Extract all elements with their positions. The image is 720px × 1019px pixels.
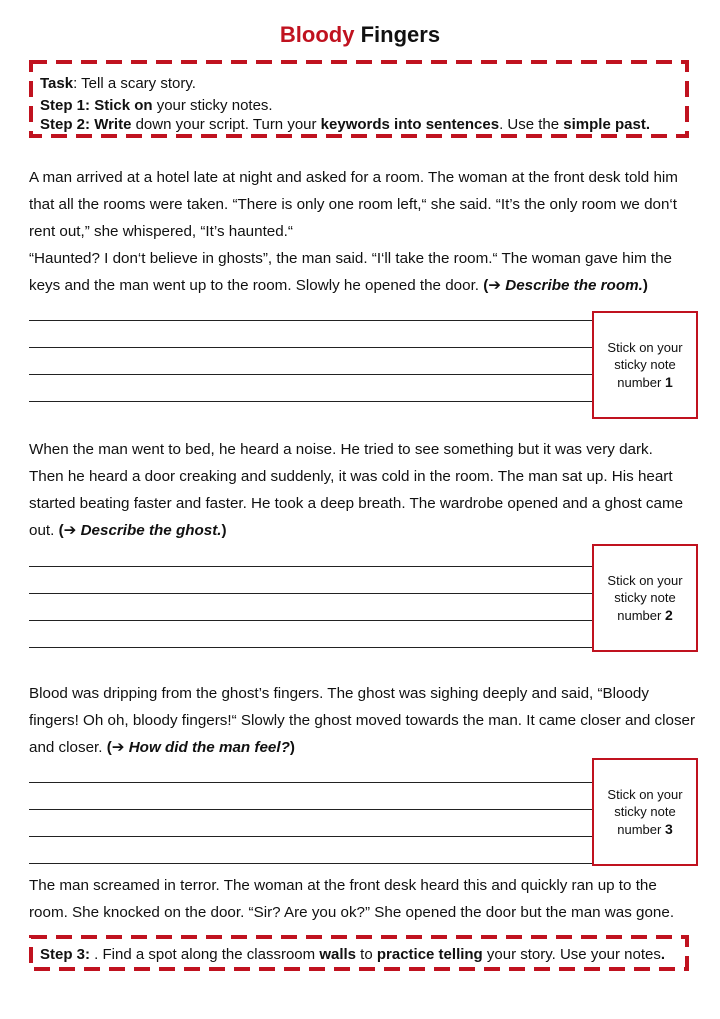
title-rest: Fingers — [354, 22, 441, 47]
sticky-note-box-2: Stick on your sticky note number 2 — [592, 544, 698, 652]
story-line: Then he heard a door creaking and suddenly, it was cold in the room. The man sat up. His heart — [29, 468, 673, 485]
writing-line[interactable] — [29, 347, 592, 348]
step1-line: Step 1: Stick on your sticky notes. — [40, 97, 273, 114]
sticky-note-number: 2 — [664, 606, 673, 623]
writing-line[interactable] — [29, 566, 592, 567]
writing-line[interactable] — [29, 320, 592, 321]
step3-line: Step 3: . Find a spot along the classroom walls to practice telling your story. Use your notes. — [40, 946, 666, 963]
writing-line[interactable] — [29, 863, 592, 864]
writing-line[interactable] — [29, 374, 592, 375]
writing-line[interactable] — [29, 647, 592, 648]
prompt-how-did-man-feel: (➔ How did the man feel?) — [106, 739, 295, 756]
sticky-note-number: 1 — [664, 373, 673, 390]
story-line: When the man went to bed, he heard a noise. He tried to see something but it was very dark. — [29, 441, 653, 458]
story-line: The man screamed in terror. The woman at the front desk heard this and quickly ran up to the — [29, 877, 657, 894]
writing-line[interactable] — [29, 593, 592, 594]
sticky-note-box-3: Stick on your sticky note number 3 — [592, 758, 698, 866]
story-line: that all the rooms were taken. “There is only one room left,“ she said. “It’s the only room we don‘t — [29, 196, 678, 213]
step3-instructions-box — [29, 935, 689, 971]
prompt-describe-room: (➔ Describe the room.) — [483, 277, 648, 294]
story-line: Blood was dripping from the ghost’s fingers. The ghost was sighing deeply and said, “Bloody — [29, 685, 649, 702]
story-line: fingers! Oh oh, bloody fingers!“ Slowly the ghost moved towards the man. It came closer and closer — [29, 712, 696, 729]
writing-line[interactable] — [29, 620, 592, 621]
story-line: A man arrived at a hotel late at night and asked for a room. The woman at the front desk told him — [29, 169, 678, 186]
story-paragraph-1 — [29, 164, 699, 299]
story-paragraph-2 — [29, 436, 699, 544]
story-line: and closer. (➔ How did the man feel?) — [29, 739, 295, 756]
story-line: out. (➔ Describe the ghost.) — [29, 522, 227, 539]
story-paragraph-3 — [29, 680, 699, 761]
writing-line[interactable] — [29, 809, 592, 810]
story-line: started beating faster and faster. He took a deep breath. The wardrobe opened and a ghost came — [29, 495, 684, 512]
task-instructions-box — [29, 60, 689, 138]
story-line: room. She knocked on the door. “Sir? Are you ok?” She opened the door but the man was gone. — [29, 904, 675, 921]
page-title — [0, 22, 720, 48]
story-paragraph-4 — [29, 872, 699, 926]
story-line: “Haunted? I don‘t believe in ghosts”, the man said. “I‘ll take the room.“ The woman gave him the — [29, 250, 672, 267]
step2-line: Step 2: Write down your script. Turn your keywords into sentences. Use the simple past. — [40, 116, 650, 133]
sticky-note-box-1: Stick on your sticky note number 1 — [592, 311, 698, 419]
sticky-note-number: 3 — [664, 820, 673, 837]
prompt-describe-ghost: (➔ Describe the ghost.) — [58, 522, 227, 539]
story-line: rent out,” she whispered, “It’s haunted.“ — [29, 223, 293, 240]
writing-line[interactable] — [29, 782, 592, 783]
task-line: Task: Tell a scary story. — [40, 75, 196, 92]
title-red-word: Bloody — [279, 22, 355, 47]
writing-line[interactable] — [29, 401, 592, 402]
story-line: keys and the man went up to the room. Slowly he opened the door. (➔ Describe the room.) — [29, 277, 648, 294]
writing-line[interactable] — [29, 836, 592, 837]
